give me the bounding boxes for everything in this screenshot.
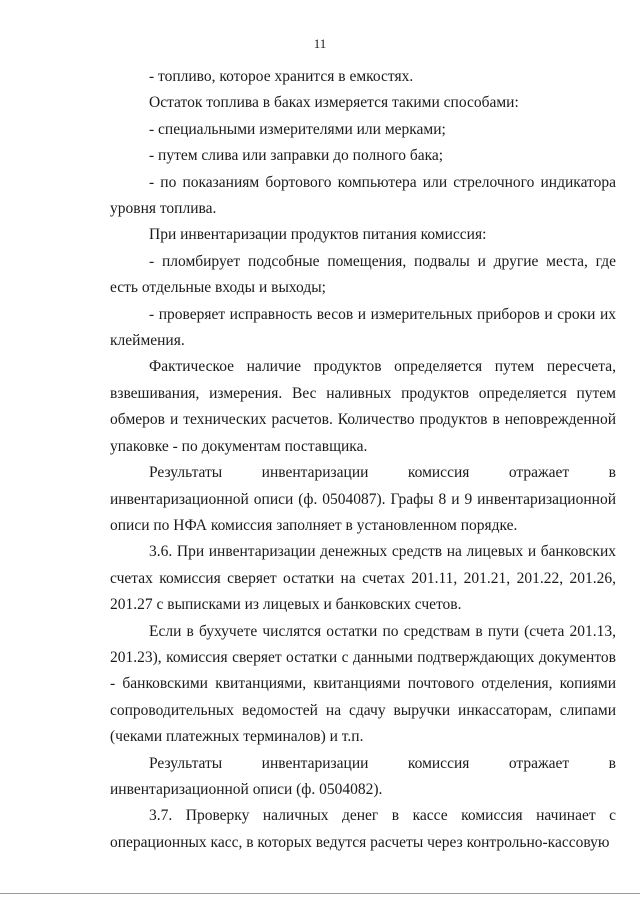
paragraph-fuel-measure-intro: Остаток топлива в баках измеряется такими способами: bbox=[149, 94, 519, 112]
paragraph-funds-in-transit: Если в бухучете числятся остатки по средствам в пути (счета 201.13, 201.23), комиссия сверяет остатки с данными подтверждающих документов - банковскими квитанциями, квитанциями почтового отделения, копиями сопроводительных ведомостей на сдачу выручки инкассаторам, слипами (чеками платежных терминалов) и т.п. bbox=[110, 622, 616, 746]
paragraph-fuel-measure-gauges: - специальными измерителями или мерками; bbox=[149, 120, 446, 138]
paragraph-fuel-measure-drain: - путем слива или заправки до полного бака; bbox=[149, 147, 444, 165]
paragraph-fuel-tanks: - топливо, которое хранится в емкостях. bbox=[149, 68, 414, 85]
paragraph-food-check-scales: - проверяет исправность весов и измерительных приборов и сроки их клеймения. bbox=[110, 305, 616, 350]
paragraph-section-3-6: 3.6. При инвентаризации денежных средств на лицевых и банковских счетах комиссия сверяет остатки на счетах 201.11, 201.21, 201.22, 201.26, 201.27 с выписками из лицевых и банковских счетов. bbox=[110, 543, 616, 614]
paragraph-fuel-measure-computer: - по показаниям бортового компьютера или стрелочного индикатора уровня топлива. bbox=[110, 173, 616, 218]
paragraph-food-seal-rooms: - пломбирует подсобные помещения, подвалы и другие места, где есть отдельные входы и выходы; bbox=[110, 252, 616, 297]
paragraph-food-actual-presence: Фактическое наличие продуктов определяется путем пересчета, взвешивания, измерения. Вес наливных продуктов определяется путем обмеров и технических расчетов. Количество продуктов в неповрежденной упаковке - по документам поставщика. bbox=[110, 358, 616, 455]
paragraph-funds-results: Результаты инвентаризации комиссия отражает в инвентаризационной описи (ф. 0504082). bbox=[110, 754, 616, 798]
page-number: 11 bbox=[313, 36, 327, 51]
paragraph-food-results: Результаты инвентаризации комиссия отражает в инвентаризационной описи (ф. 0504087). Графы 8 и 9 инвентаризационной описи по НФА комиссия заполняет в установленном порядке. bbox=[110, 464, 616, 534]
paragraph-food-inventory-intro: При инвентаризации продуктов питания комиссия: bbox=[149, 226, 487, 244]
paragraph-section-3-7: 3.7. Проверку наличных денег в кассе комиссия начинает с операционных касс, в которых ведутся расчеты через контрольно-кассовую bbox=[110, 807, 616, 851]
document-body bbox=[110, 64, 616, 856]
page-bottom-divider bbox=[0, 893, 640, 894]
